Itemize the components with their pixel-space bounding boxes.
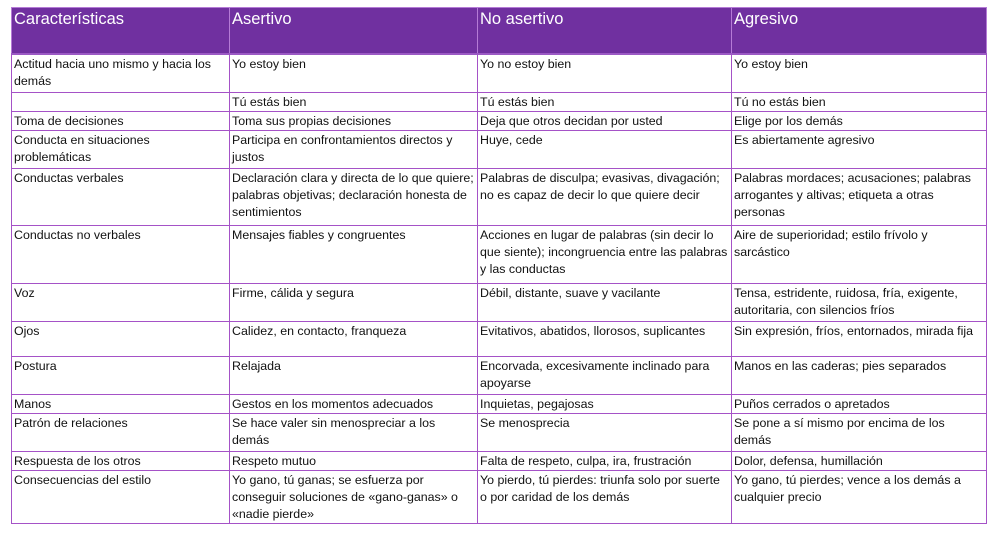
cell-agresivo: Es abiertamente agresivo <box>732 130 987 168</box>
row-label: Patrón de relaciones <box>12 413 230 451</box>
cell-agresivo: Dolor, defensa, humillación <box>732 451 987 470</box>
cell-agresivo: Manos en las caderas; pies separados <box>732 356 987 394</box>
row-label: Conductas no verbales <box>12 225 230 283</box>
cell-no-asertivo: Falta de respeto, culpa, ira, frustración <box>478 451 732 470</box>
header-row <box>12 8 987 55</box>
cell-asertivo: Respeto mutuo <box>230 451 478 470</box>
row-label: Conducta en situaciones problemáticas <box>12 130 230 168</box>
header-no-asertivo: No asertivo <box>478 8 732 55</box>
row-label: Consecuencias del estilo <box>12 470 230 523</box>
header-agresivo: Agresivo <box>732 8 987 55</box>
row-label: Toma de decisiones <box>12 111 230 130</box>
table-row <box>12 168 987 225</box>
cell-asertivo: Se hace valer sin menospreciar a los demás <box>230 413 478 451</box>
row-label: Actitud hacia uno mismo y hacia los demás <box>12 54 230 92</box>
cell-asertivo: Participa en confrontamientos directos y justos <box>230 130 478 168</box>
header-asertivo: Asertivo <box>230 8 478 55</box>
row-label: Postura <box>12 356 230 394</box>
cell-no-asertivo: Tú estás bien <box>478 92 732 111</box>
cell-agresivo: Yo gano, tú pierdes; vence a los demás a cualquier precio <box>732 470 987 523</box>
cell-asertivo: Toma sus propias decisiones <box>230 111 478 130</box>
table-row <box>12 451 987 470</box>
table-row <box>12 413 987 451</box>
cell-asertivo: Mensajes fiables y congruentes <box>230 225 478 283</box>
row-label <box>12 92 230 111</box>
cell-asertivo: Declaración clara y directa de lo que quiere; palabras objetivas; declaración honesta de sentimientos <box>230 168 478 225</box>
cell-no-asertivo: Evitativos, abatidos, llorosos, suplicantes <box>478 321 732 356</box>
cell-agresivo: Sin expresión, fríos, entornados, mirada fija <box>732 321 987 356</box>
table-row <box>12 92 987 111</box>
table-row <box>12 470 987 523</box>
cell-asertivo: Firme, cálida y segura <box>230 283 478 321</box>
cell-no-asertivo: Deja que otros decidan por usted <box>478 111 732 130</box>
table-row <box>12 394 987 413</box>
table-row <box>12 283 987 321</box>
cell-no-asertivo: Yo pierdo, tú pierdes: triunfa solo por suerte o por caridad de los demás <box>478 470 732 523</box>
cell-no-asertivo: Se menosprecia <box>478 413 732 451</box>
cell-no-asertivo: Acciones en lugar de palabras (sin decir lo que siente); incongruencia entre las palabras y las conductas <box>478 225 732 283</box>
cell-agresivo: Aire de superioridad; estilo frívolo y sarcástico <box>732 225 987 283</box>
table-row <box>12 356 987 394</box>
cell-agresivo: Yo estoy bien <box>732 54 987 92</box>
cell-no-asertivo: Palabras de disculpa; evasivas, divagación; no es capaz de decir lo que quiere decir <box>478 168 732 225</box>
table-row <box>12 111 987 130</box>
table-row <box>12 321 987 356</box>
table-row <box>12 54 987 92</box>
table-row <box>12 130 987 168</box>
cell-no-asertivo: Yo no estoy bien <box>478 54 732 92</box>
cell-asertivo: Relajada <box>230 356 478 394</box>
row-label: Manos <box>12 394 230 413</box>
cell-agresivo: Elige por los demás <box>732 111 987 130</box>
cell-asertivo: Calidez, en contacto, franqueza <box>230 321 478 356</box>
cell-agresivo: Tensa, estridente, ruidosa, fría, exigente, autoritaria, con silencios fríos <box>732 283 987 321</box>
cell-asertivo: Tú estás bien <box>230 92 478 111</box>
cell-agresivo: Se pone a sí mismo por encima de los demás <box>732 413 987 451</box>
row-label: Conductas verbales <box>12 168 230 225</box>
cell-asertivo: Yo gano, tú ganas; se esfuerza por conseguir soluciones de «gano-ganas» o «nadie pierde» <box>230 470 478 523</box>
cell-asertivo: Gestos en los momentos adecuados <box>230 394 478 413</box>
cell-asertivo: Yo estoy bien <box>230 54 478 92</box>
row-label: Voz <box>12 283 230 321</box>
table-row <box>12 225 987 283</box>
cell-agresivo: Puños cerrados o apretados <box>732 394 987 413</box>
cell-no-asertivo: Encorvada, excesivamente inclinado para apoyarse <box>478 356 732 394</box>
row-label: Ojos <box>12 321 230 356</box>
header-caracteristicas: Características <box>12 8 230 55</box>
row-label: Respuesta de los otros <box>12 451 230 470</box>
comparison-table <box>11 7 987 524</box>
cell-agresivo: Palabras mordaces; acusaciones; palabras arrogantes y altivas; etiqueta a otras personas <box>732 168 987 225</box>
cell-no-asertivo: Inquietas, pegajosas <box>478 394 732 413</box>
cell-no-asertivo: Débil, distante, suave y vacilante <box>478 283 732 321</box>
cell-agresivo: Tú no estás bien <box>732 92 987 111</box>
cell-no-asertivo: Huye, cede <box>478 130 732 168</box>
